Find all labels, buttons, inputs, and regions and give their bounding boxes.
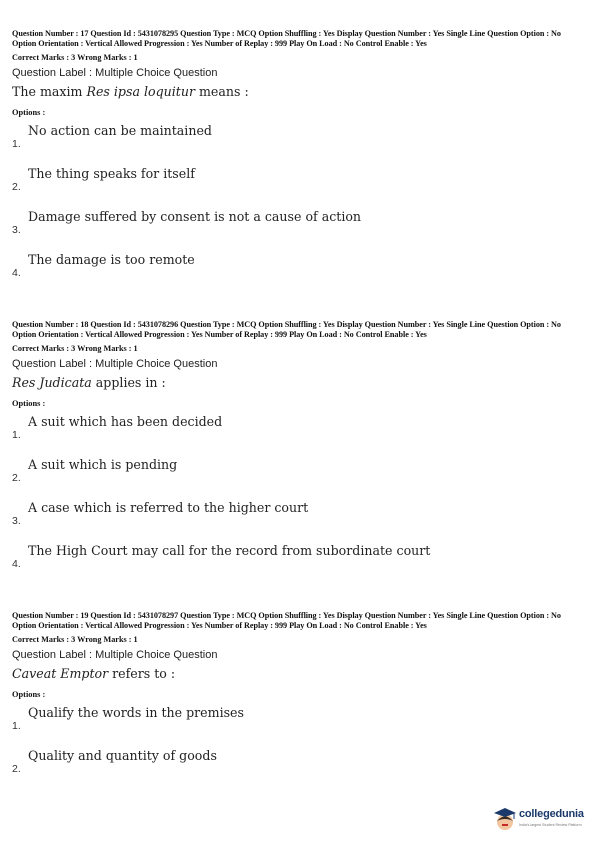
question-block-19 [12,611,587,791]
options-heading: Options : [12,108,46,118]
question-text-suffix: applies in : [91,375,166,391]
option-text: A suit which has been decided [28,414,223,430]
question-label: Question Label : Multiple Choice Question [12,358,218,371]
question-marks: Correct Marks : 3 Wrong Marks : 1 [12,344,138,354]
question-block-17 [12,29,587,295]
option-3[interactable] [12,500,587,543]
question-label: Question Label : Multiple Choice Question [12,67,218,80]
question-label: Question Label : Multiple Choice Question [12,649,218,662]
question-text-prefix: The maxim [12,84,87,100]
option-1[interactable] [12,123,587,166]
graduate-cap-icon [493,806,517,832]
logo-tagline: India's largest Student Review Platform [519,823,582,827]
option-number: 1. [12,720,21,733]
options-heading: Options : [12,399,46,409]
option-text: Damage suffered by consent is not a cause of action [28,209,362,225]
option-text: A suit which is pending [28,457,178,473]
option-number: 4. [12,267,21,280]
logo-wordmark: collegedunia [519,808,584,820]
option-number: 1. [12,429,21,442]
question-text-suffix: means : [194,84,249,100]
option-number: 2. [12,763,21,776]
question-text [12,84,587,99]
question-text-term: Res ipsa loquitur [86,84,195,100]
question-marks: Correct Marks : 3 Wrong Marks : 1 [12,635,138,645]
question-text [12,375,587,390]
option-number: 3. [12,515,21,528]
option-number: 1. [12,138,21,151]
question-text-term: Caveat Emptor [12,666,109,682]
question-marks: Correct Marks : 3 Wrong Marks : 1 [12,53,138,63]
option-text: No action can be maintained [28,123,212,139]
option-text: Qualify the words in the premises [28,705,244,721]
option-text: The High Court may call for the record from subordinate court [28,543,431,559]
question-block-18 [12,320,587,586]
question-meta: Question Number : 17 Question Id : 5431078295 Question Type : MCQ Option Shuffling : Yes Display Question Number : Yes Single Line Question Option : No Option Orientation : Vertical Allowed Progression : Yes Number of Replay : 999 Play On Load : No Control Enable : Yes [12,29,561,48]
option-number: 4. [12,558,21,571]
option-text: The thing speaks for itself [28,166,195,182]
option-number: 3. [12,224,21,237]
option-2[interactable] [12,166,587,209]
option-text: Quality and quantity of goods [28,748,217,764]
option-1[interactable] [12,705,587,748]
option-number: 2. [12,181,21,194]
options-heading: Options : [12,690,46,700]
question-meta: Question Number : 19 Question Id : 5431078297 Question Type : MCQ Option Shuffling : Yes Display Question Number : Yes Single Line Question Option : No Option Orientation : Vertical Allowed Progression : Yes Number of Replay : 999 Play On Load : No Control Enable : Yes [12,611,561,630]
option-4[interactable] [12,543,587,586]
option-number: 2. [12,472,21,485]
option-2[interactable] [12,748,587,791]
question-text-suffix: refers to : [108,666,176,682]
option-4[interactable] [12,252,587,295]
option-text: A case which is referred to the higher court [28,500,309,516]
option-1[interactable] [12,414,587,457]
question-text [12,666,587,681]
question-meta: Question Number : 18 Question Id : 5431078296 Question Type : MCQ Option Shuffling : Yes Display Question Number : Yes Single Line Question Option : No Option Orientation : Vertical Allowed Progression : Yes Number of Replay : 999 Play On Load : No Control Enable : Yes [12,320,561,339]
option-text: The damage is too remote [28,252,195,268]
option-2[interactable] [12,457,587,500]
collegedunia-logo [493,804,591,836]
option-3[interactable] [12,209,587,252]
question-text-term: Res Judicata [12,375,92,391]
